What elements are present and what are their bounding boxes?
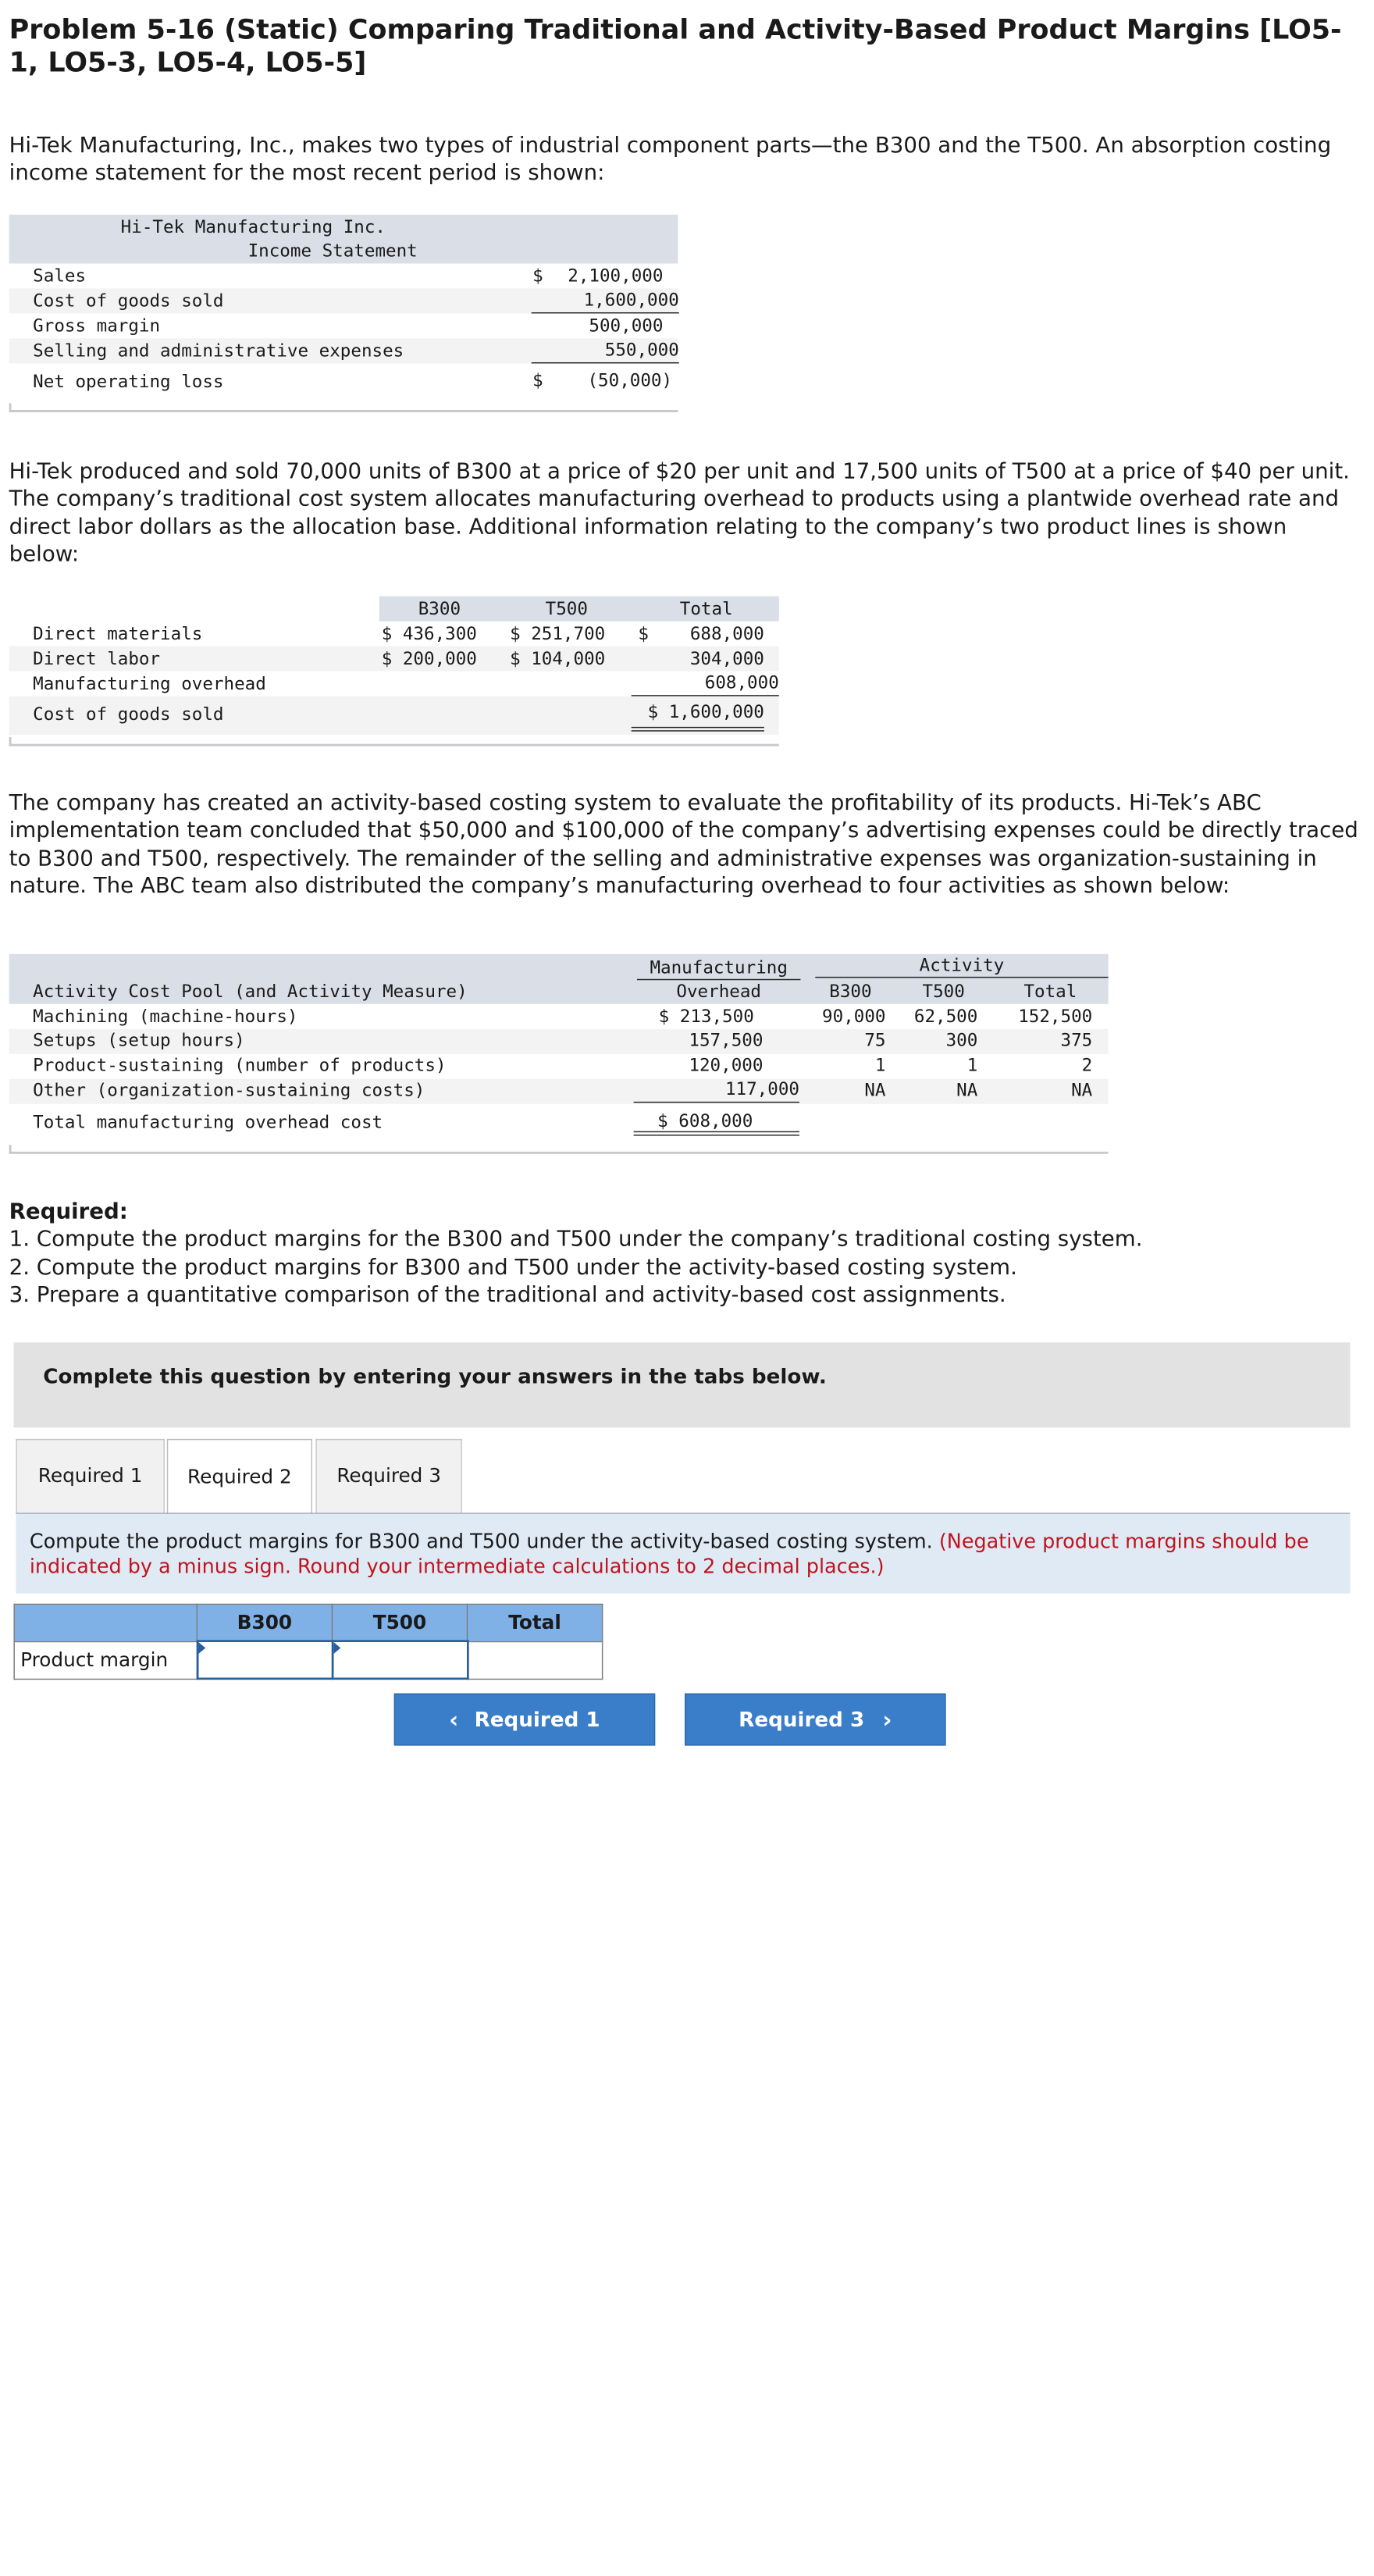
table-bottom-rule	[9, 410, 678, 412]
table-row: Setups (setup hours) 157,500 75 300 375	[9, 1029, 1109, 1054]
company-name: Hi-Tek Manufacturing Inc.	[120, 216, 386, 237]
product-margin-label: Product margin	[14, 1641, 197, 1679]
answer-header-row	[14, 1604, 602, 1641]
product-cost-table: B300 T500 Total Direct materials $ 436,300 $ 251,700 $ 688,000 Direct labor $ 200,000 $ 104,000 304,000 Manufacturing overhead 608,000 Cost of goods sold $ 1,600,000	[9, 597, 779, 756]
table-row: Cost of goods sold 1,600,000	[9, 288, 678, 313]
complete-text: Complete this question by entering your answers in the tabs below.	[43, 1365, 827, 1389]
table-row: Selling and administrative expenses 550,000	[9, 338, 678, 363]
table-row: Gross margin 500,000	[33, 315, 664, 337]
answer-header-b300: B300	[197, 1604, 332, 1641]
table-row: Machining (machine-hours) $ 213,500 90,000 62,500 152,500	[33, 1006, 1093, 1027]
next-required-3-button[interactable]	[685, 1694, 946, 1746]
paragraph-3: The company has created an activity-based costing system to evaluate the profitability of its products. Hi-Tek’s ABC implementation team concluded that $50,000 and $100,000 of the company’s advertising expenses could be directly traced to B300 and T500, respectively. The remainder of the selling and administrative expenses was organization-sustaining in nature. The ABC team also distributed the company’s manufacturing overhead to four activities as shown below:	[9, 790, 1358, 899]
answer-table	[13, 1604, 603, 1680]
required-section	[9, 1198, 1363, 1308]
required-item: 3. Prepare a quantitative comparison of the traditional and activity-based cost assignments.	[9, 1281, 1006, 1307]
activity-cost-table: Activity Cost Pool (and Activity Measure) Manufacturing Overhead Activity B300 T500 Total Machining (machine-hours) $ 213,500 90,000 62,500 152,500 Setups (setup hours) 157,500 75 300 375 Product-sustaining (number of products) 120,000 1 1 2 Other (organization-sustaining costs) 117,000 NA NA NA Total manufacturing overhead cost $ 608,000	[9, 954, 1109, 1164]
b300-cell	[197, 1641, 332, 1679]
answer-header-blank	[14, 1604, 197, 1641]
table-row: Net operating loss $ (50,000)	[33, 370, 673, 392]
tab-required-2[interactable]: Required 2	[167, 1439, 312, 1515]
chevron-right-icon: ›	[882, 1705, 892, 1733]
required-item: 2. Compute the product margins for B300 and T500 under the activity-based costing system.	[9, 1254, 1017, 1280]
table-row: Manufacturing overhead 608,000	[9, 672, 779, 697]
statement-name: Income Statement	[247, 240, 418, 262]
instruction-note: (Negative product margins should be indicated by a minus sign. Round your intermediate calculations to 2 decimal places.)	[29, 1530, 1309, 1579]
income-statement-table	[9, 215, 678, 422]
complete-banner	[13, 1342, 1350, 1427]
table-row	[14, 1641, 602, 1679]
table-bottom-rule	[9, 1152, 1109, 1154]
required-heading: Required:	[9, 1199, 128, 1224]
required-item: 1. Compute the product margins for the B300 and T500 under the company’s traditional costing system.	[9, 1227, 1143, 1252]
chevron-left-icon: ‹	[449, 1705, 459, 1733]
answer-header-total: Total	[468, 1604, 603, 1641]
tab-required-1[interactable]: Required 1	[16, 1439, 165, 1513]
table-bottom-rule	[9, 744, 779, 746]
total-margin-cell	[468, 1641, 603, 1679]
b300-margin-input[interactable]	[198, 1642, 336, 1677]
next-button-label: Required 3	[739, 1707, 865, 1732]
t500-margin-input[interactable]	[333, 1642, 471, 1677]
input-marker-icon	[333, 1642, 340, 1654]
table-row: Direct materials $ 436,300 $ 251,700 $ 688,000	[33, 623, 764, 644]
intro-paragraph: Hi-Tek Manufacturing, Inc., makes two types of industrial component parts—the B300 and the T500. An absorption costing income statement for the most recent period is shown:	[9, 133, 1332, 186]
table-row: Product-sustaining (number of products) 120,000 1 1 2	[33, 1055, 1093, 1076]
instruction-text: Compute the product margins for B300 and T500 under the activity-based costing system.	[29, 1530, 933, 1554]
answer-header-t500: T500	[332, 1604, 467, 1641]
t500-cell	[332, 1641, 467, 1679]
instruction-box	[16, 1514, 1350, 1594]
table-row: Direct labor $ 200,000 $ 104,000 304,000	[9, 647, 779, 672]
prev-button-label: Required 1	[474, 1707, 600, 1732]
table-row: Other (organization-sustaining costs) 117,000 NA NA NA	[9, 1079, 1109, 1104]
tab-required-3[interactable]: Required 3	[315, 1439, 462, 1513]
table-row: Sales $ 2,100,000	[33, 265, 664, 287]
page-title: Problem 5-16 (Static) Comparing Traditional and Activity-Based Product Margins [LO5-1, LO5-3, LO5-4, LO5-5]	[9, 13, 1342, 79]
paragraph-2: Hi-Tek produced and sold 70,000 units of B300 at a price of $20 per unit and 17,500 units of T500 at a price of $40 per unit. The company’s traditional cost system allocates manufacturing overhead to products using a plantwide overhead rate and direct labor dollars as the allocation base. Additional information relating to the company’s two product lines is shown below:	[9, 458, 1350, 567]
table-row: Total manufacturing overhead cost $ 608,000	[9, 1104, 1109, 1142]
input-marker-icon	[198, 1642, 205, 1654]
prev-required-1-button[interactable]	[394, 1694, 656, 1746]
table-row: Cost of goods sold $ 1,600,000	[9, 697, 779, 735]
